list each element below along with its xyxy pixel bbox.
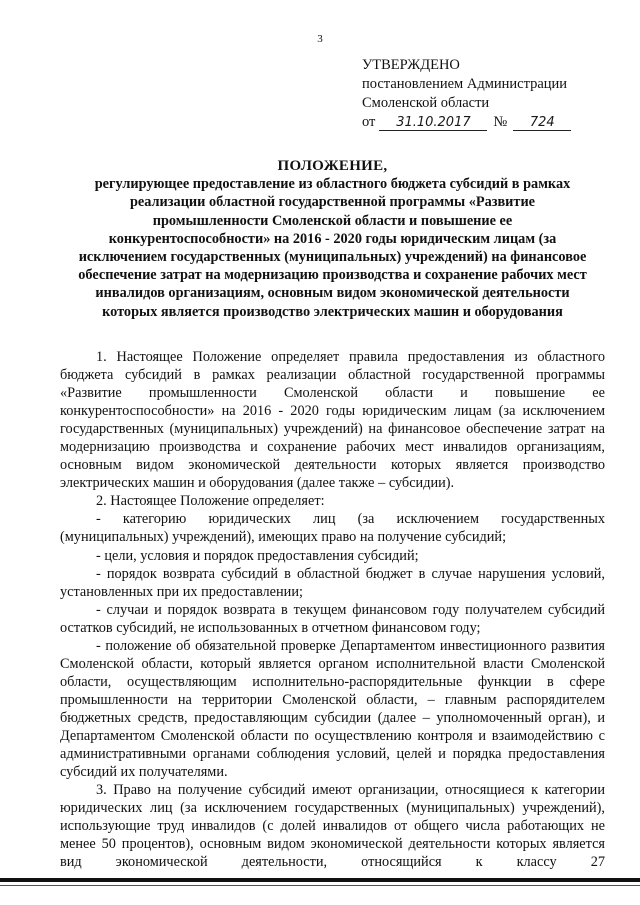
title-heading: ПОЛОЖЕНИЕ, — [277, 158, 388, 174]
handwritten-date: 31.10.2017 — [379, 115, 487, 131]
list-item: - категорию юридических лиц (за исключением государственных (муниципальных) учреждений), имеющих право на получение субсидий; — [60, 511, 605, 546]
from-label: от — [362, 114, 376, 130]
approval-line-2: Смоленской области — [362, 95, 490, 111]
title-line: промышленности Смоленской области и повышение ее — [152, 212, 513, 229]
paragraph-1: 1. Настоящее Положение определяет правила предоставления из областного бюджета субсидий в рамках реализации областной государственной программы «Развитие промышленности Смоленской области и повышение ее конкурентоспособности» на 2016 - 2020 годы юридическим лицам (за исключением государственных (муниципальных) учреждений) на финансовое обеспечение затрат на модернизацию производства и сохранение рабочих мест инвалидов организациям, основным видом экономической деятельности которых является производство электрических машин и оборудования (далее также – субсидии). — [60, 349, 605, 492]
approval-line-1: постановлением Администрации — [362, 76, 568, 92]
list-item: - порядок возврата субсидий в областной бюджет в случае нарушения условий, установленных при их предоставлении; — [60, 565, 605, 600]
title-line: обеспечение затрат на модернизацию производства и сохранение рабочих мест — [78, 267, 587, 284]
title-line: которых является производство электрических машин и оборудования — [102, 303, 563, 320]
title-line: конкурентоспособности» на 2016 - 2020 годы юридическим лицам (за — [108, 230, 557, 247]
title-line: исключением государственных (муниципальных) учреждений) на финансовое — [78, 249, 587, 266]
page-number: 3 — [317, 33, 323, 45]
title-line: регулирующее предоставление из областного бюджета субсидий в рамках — [94, 176, 571, 193]
number-label: № — [493, 114, 508, 130]
handwritten-number: 724 — [513, 115, 571, 131]
document-title — [60, 157, 605, 321]
list-item: - цели, условия и порядок предоставления субсидий; — [96, 547, 419, 564]
approval-date-number-line — [362, 113, 612, 132]
paragraph-3: 3. Право на получение субсидий имеют организации, относящиеся к категории юридических лиц (за исключением государственных (муниципальных) учреждений), использующие труд инвалидов (с долей инвалидов от общего числа работающих не менее 50 процентов), основным видом экономической деятельности которых является вид экономической деятельности, относящийся к классу 27 — [60, 782, 605, 871]
approval-stamp-block — [362, 56, 612, 132]
list-item: - случаи и порядок возврата в текущем финансовом году получателем субсидий остатков субсидий, не использованных в отчетном финансовом году; — [60, 601, 605, 636]
title-line: инвалидов организациям, основным видом экономической деятельности — [95, 285, 570, 302]
title-line: реализации областной государственной программы «Развитие — [129, 194, 536, 211]
paragraph-2: 2. Настоящее Положение определяет: — [96, 493, 325, 510]
scan-edge-line — [0, 885, 640, 886]
approval-heading: УТВЕРЖДЕНО — [362, 57, 460, 73]
scan-edge-bar — [0, 878, 640, 882]
document-body — [60, 348, 605, 871]
list-item: - положение об обязательной проверке Департаментом инвестиционного развития Смоленской области, который является органом исполнительной власти Смоленской области, осуществляющим исполнительно-распорядительные функции в сфере промышленности на территории Смоленской области, – главным распорядителем бюджетных средств, предоставляющим субсидии (далее – уполномоченный орган), и Департаментом Смоленской области по осуществлению контроля и взаимодействию с административными органами соблюдения условий, целей и порядка предоставления субсидий их получателями. — [60, 637, 605, 781]
